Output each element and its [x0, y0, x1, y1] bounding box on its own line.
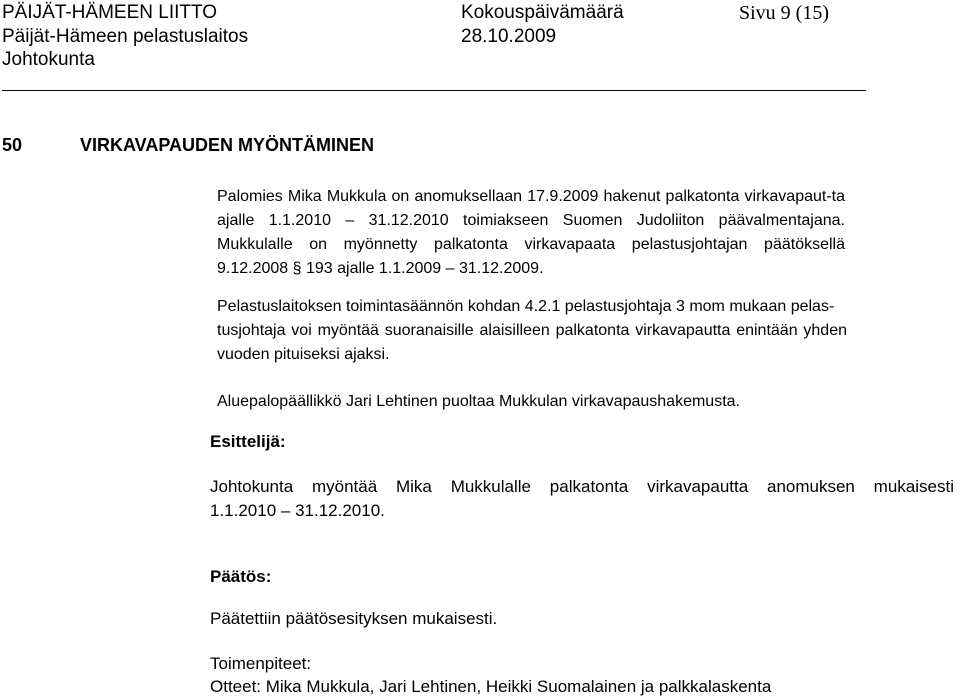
paragraph-line: tusjohtaja voi myöntää suoranaisille alaisilleen palkatonta virkavapautta enintään yhden: [217, 322, 847, 339]
actions-text: Otteet: Mika Mukkula, Jari Lehtinen, Heikki Suomalainen ja palkkalaskenta: [210, 677, 772, 696]
presenter-label: Esittelijä:: [210, 432, 286, 451]
section-number: 50: [2, 135, 23, 155]
meeting-date-label: Kokouspäivämäärä: [461, 2, 624, 23]
decision-label: Päätös:: [210, 567, 272, 586]
actions-label: Toimenpiteet:: [210, 654, 312, 673]
header-org: PÄIJÄT-HÄMEEN LIITTO: [2, 2, 218, 23]
decision-text: Päätettiin päätösesityksen mukaisesti.: [210, 609, 498, 628]
presenter-proposal: [210, 475, 954, 523]
paragraph-line: Palomies Mika Mukkula on anomuksellaan 17.9.2009 hakenut palkatonta virkavapaut-ta: [217, 188, 845, 205]
header-divider: [2, 90, 866, 91]
page-number: Sivu 9 (15): [739, 2, 829, 24]
paragraph-rule: [217, 295, 847, 367]
paragraph-line: vuoden pituiseksi ajaksi.: [217, 346, 390, 363]
paragraph-line: 9.12.2008 § 193 ajalle 1.1.2009 – 31.12.2009.: [217, 260, 544, 277]
paragraph-line: Pelastuslaitoksen toimintasäännön kohdan 4.2.1 pelastusjohtaja 3 mom mukaan pelas-: [217, 298, 835, 315]
proposal-line: Johtokunta myöntää Mika Mukkulalle palkatonta virkavapautta anomuksen mukaisesti: [210, 477, 954, 496]
meeting-date: 28.10.2009: [461, 26, 557, 47]
paragraph-line: Mukkulalle on myönnetty palkatonta virkavapaata pelastusjohtajan päätöksellä: [217, 236, 845, 253]
paragraph-application: [217, 185, 845, 281]
header-body: Johtokunta: [2, 49, 95, 70]
paragraph-line: ajalle 1.1.2010 – 31.12.2010 toimiakseen Suomen Judoliiton päävalmentajana.: [217, 212, 845, 229]
header-dept: Päijät-Hämeen pelastuslaitos: [2, 26, 249, 47]
paragraph-endorsement: Aluepalopäällikkö Jari Lehtinen puoltaa Mukkulan virkavapaushakemusta.: [217, 393, 740, 410]
proposal-line: 1.1.2010 – 31.12.2010.: [210, 501, 385, 520]
section-title: VIRKAVAPAUDEN MYÖNTÄMINEN: [80, 135, 375, 155]
